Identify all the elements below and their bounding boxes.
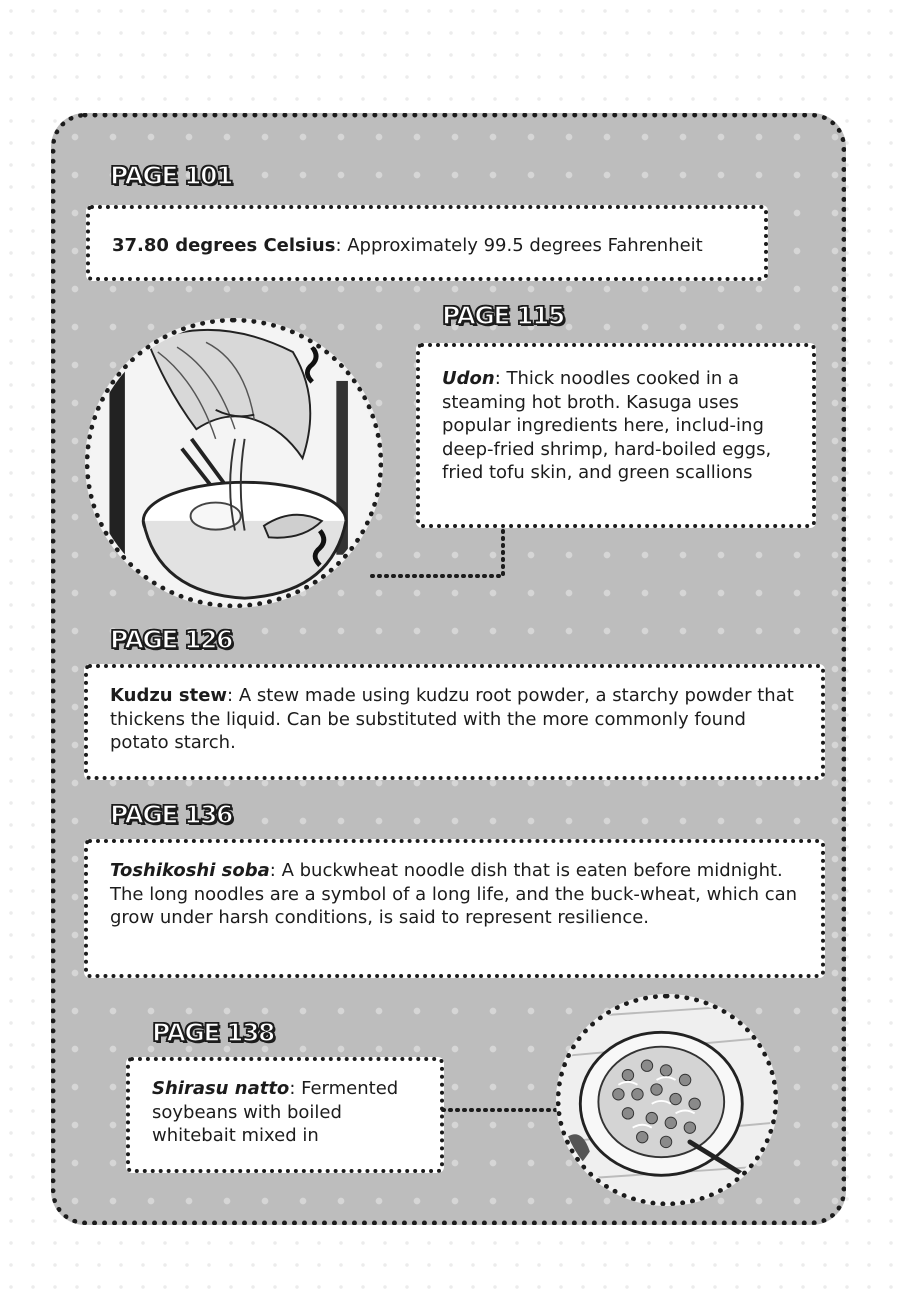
glossary-entry-115 — [416, 343, 816, 528]
entry-definition: : Fermented soybeans with boiled whitebait mixed in — [152, 1078, 399, 1146]
udon-connector — [370, 520, 510, 582]
udon-drawing — [90, 323, 378, 603]
entry-definition: : A buckwheat noodle dish that is eaten before midnight. The long noodles are a symbol of a long life, and the buck-wheat, which can grow under harsh conditions, is said to represent resilience. — [110, 860, 798, 928]
page-heading-115: PAGE 115 — [442, 301, 564, 330]
page-heading-126: PAGE 126 — [110, 625, 232, 654]
entry-term: Toshikoshi soba — [110, 860, 270, 881]
natto-connector — [440, 1103, 565, 1117]
glossary-entry-101 — [86, 205, 768, 281]
glossary-entry-126 — [84, 664, 825, 780]
page-heading-138: PAGE 138 — [152, 1018, 274, 1047]
page-heading-101: PAGE 101 — [110, 161, 232, 190]
glossary-entry-136 — [84, 839, 825, 978]
natto-illustration — [556, 994, 778, 1206]
entry-definition: : A stew made using kudzu root powder, a starchy powder that thickens the liquid. Can be substituted with the more commonly found potato starch. — [110, 685, 794, 753]
udon-illustration — [85, 318, 383, 608]
page-heading-136: PAGE 136 — [110, 800, 232, 829]
entry-term: Kudzu stew — [110, 685, 228, 706]
natto-drawing — [561, 999, 773, 1201]
entry-definition: : Approximately 99.5 degrees Fahrenheit — [335, 235, 703, 256]
entry-term: Shirasu natto — [152, 1078, 290, 1099]
glossary-entry-138 — [126, 1057, 444, 1173]
entry-definition: : Thick noodles cooked in a steaming hot broth. Kasuga uses popular ingredients here, includ-ing deep-fried shrimp, hard-boiled eggs, fried tofu skin, and green scallions — [442, 368, 772, 483]
entry-term: Udon — [442, 368, 495, 389]
entry-term: 37.80 degrees Celsius — [112, 235, 336, 256]
